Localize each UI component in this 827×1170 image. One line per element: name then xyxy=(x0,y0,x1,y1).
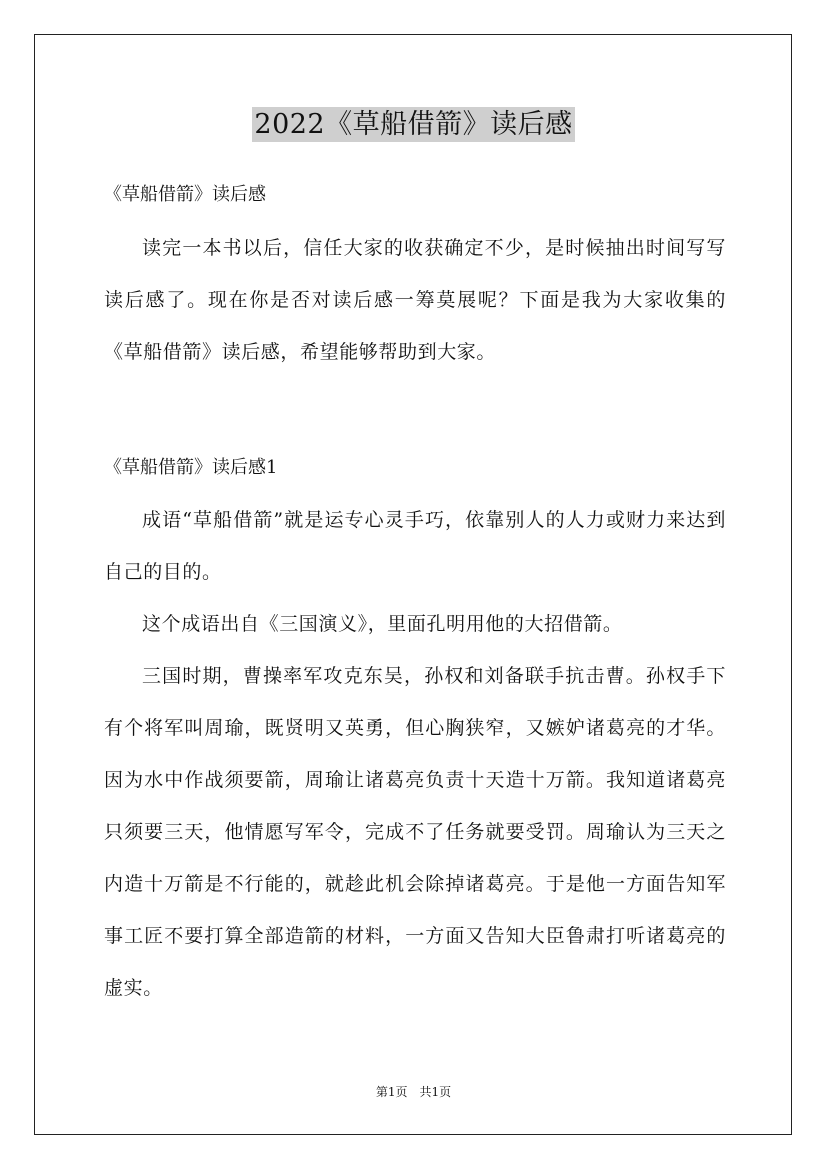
document-title xyxy=(0,102,827,141)
section1-paragraph-3: 三国时期，曹操率军攻克东吴，孙权和刘备联手抗击曹。孙权手下有个将军叫周瑜，既贤明又英勇，但心胸狭窄，又嫉妒诸葛亮的才华。因为水中作战须要箭，周瑜让诸葛亮负责十天造十万箭。我知道诸葛亮只须要三天，他情愿写军令，完成不了任务就要受罚。周瑜认为三天之内造十万箭是不行能的，就趁此机会除掉诸葛亮。于是他一方面告知军事工匠不要打算全部造箭的材料，一方面又告知大臣鲁肃打听诸葛亮的虚实。 xyxy=(104,665,726,999)
document-title-text: 2022《草船借箭》读后感 xyxy=(254,109,573,140)
section1-paragraph-1: 成语“草船借箭”就是运专心灵手巧，依靠别人的人力或财力来达到自己的目的。 xyxy=(104,509,726,583)
page-number-footer: 第1页 共1页 xyxy=(375,1085,452,1099)
section1-paragraph-2: 这个成语出自《三国演义》，里面孔明用他的大招借箭。 xyxy=(142,613,623,635)
intro-heading: 《草船借箭》读后感 xyxy=(104,184,266,205)
intro-paragraph: 读完一本书以后，信任大家的收获确定不少，是时候抽出时间写写读后感了。现在你是否对读后感一筹莫展呢？下面是我为大家收集的《草船借箭》读后感，希望能够帮助到大家。 xyxy=(104,237,726,363)
section1-heading: 《草船借箭》读后感1 xyxy=(104,457,278,478)
